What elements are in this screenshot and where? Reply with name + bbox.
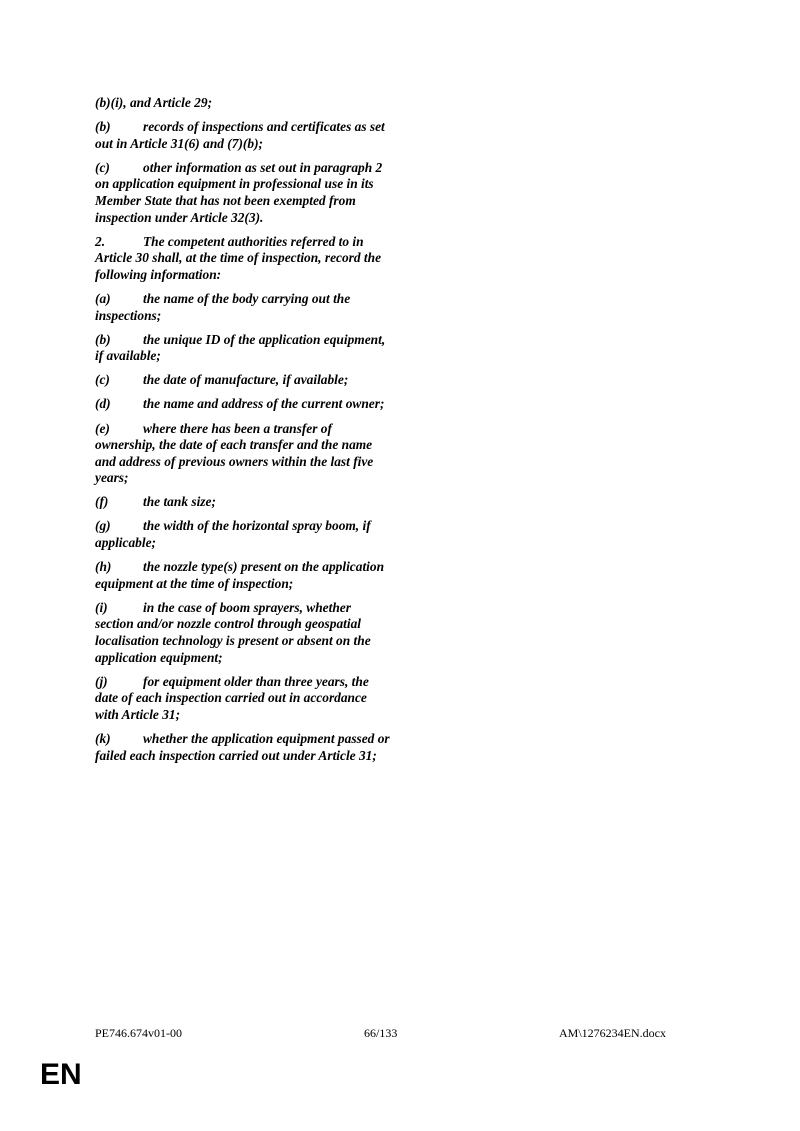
list-item — [95, 372, 390, 389]
item-label: (g) — [95, 518, 111, 534]
list-item — [95, 396, 390, 413]
list-item — [95, 600, 390, 666]
item-label: (c) — [95, 372, 110, 388]
paragraph-text: The competent authorities referred to in Article 30 shall, at the time of inspection, record the following information: — [95, 233, 382, 282]
list-item — [95, 494, 390, 511]
paragraph-2 — [95, 234, 390, 284]
item-text: the tank size; — [143, 494, 216, 510]
list-item — [95, 559, 390, 592]
footer-filename: AM\1276234EN.docx — [559, 1026, 666, 1040]
list-item — [95, 674, 390, 724]
list-item — [95, 518, 390, 551]
footer-document-ref: PE746.674v01-00 — [95, 1026, 182, 1040]
item-label: (d) — [95, 396, 111, 412]
footer-page-number: 66/133 — [364, 1026, 398, 1040]
item-text: other information as set out in paragraph 2 on application equipment in professional use in its Member State that has not been exempted from inspection under Article 32(3). — [95, 159, 383, 225]
list-item — [95, 421, 390, 487]
item-label: (c) — [95, 159, 110, 175]
list-item — [95, 119, 390, 152]
list-item — [95, 291, 390, 324]
item-label: (a) — [95, 290, 111, 306]
item-text: the name and address of the current owner; — [143, 396, 385, 412]
list-item — [95, 731, 390, 764]
item-text: for equipment older than three years, the date of each inspection carried out in accordance with Article 31; — [95, 673, 369, 722]
item-label: (k) — [95, 731, 111, 746]
list-item — [95, 160, 390, 226]
item-text: where there has been a transfer of ownership, the date of each transfer and the name and address of previous owners within the last five years; — [95, 420, 374, 486]
language-code: EN — [40, 1058, 82, 1091]
item-label: (e) — [95, 420, 110, 436]
item-text: the name of the body carrying out the inspections; — [95, 290, 351, 323]
item-text: in the case of boom sprayers, whether section and/or nozzle control through geospatial localisation technology is present or absent on the application equipment; — [95, 599, 371, 665]
list-item — [95, 332, 390, 365]
item-text: the nozzle type(s) present on the application equipment at the time of inspection; — [95, 559, 385, 591]
continuation-text: (b)(i), and Article 29; — [95, 95, 213, 110]
item-label: (b) — [95, 119, 111, 135]
item-text: records of inspections and certificates as set out in Article 31(6) and (7)(b); — [95, 119, 385, 151]
item-text: the date of manufacture, if available; — [143, 372, 349, 388]
item-label: (h) — [95, 559, 112, 575]
document-column — [95, 95, 390, 772]
item-label: (i) — [95, 599, 108, 615]
item-label: (j) — [95, 673, 108, 689]
paragraph-label: 2. — [95, 233, 106, 249]
item-label: (b) — [95, 331, 111, 347]
item-text: the width of the horizontal spray boom, if applicable; — [95, 518, 371, 551]
item-label: (f) — [95, 494, 109, 510]
item-text: the unique ID of the application equipment, if available; — [95, 331, 386, 364]
item-text: whether the application equipment passed or failed each inspection carried out under Article 31; — [95, 731, 390, 763]
